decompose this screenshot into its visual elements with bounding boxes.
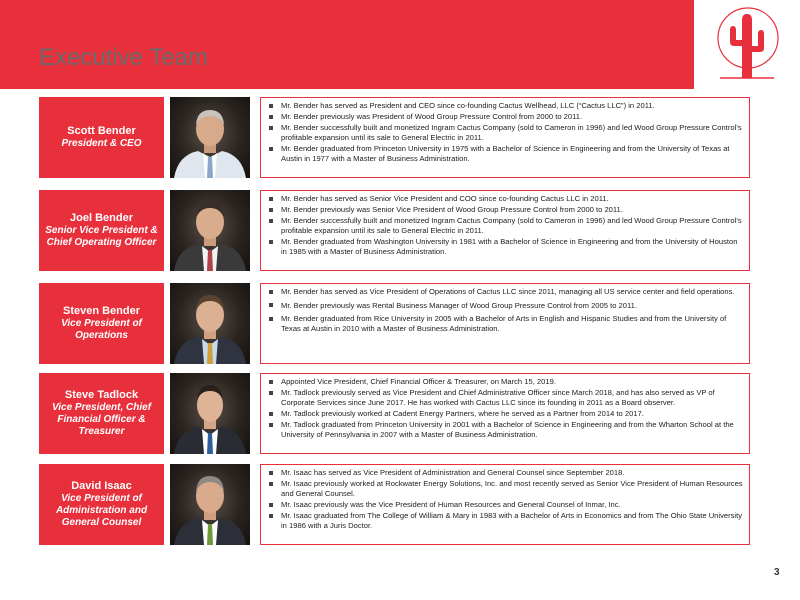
bio-bullet: Mr. Bender previously was Senior Vice President of Wood Group Pressure Control from 2000 to 2011. xyxy=(267,205,743,215)
bio-bullet: Mr. Isaac previously worked at Rockwater Energy Solutions, Inc. and most recently served as Senior Vice President of Human Resources and General Counsel. xyxy=(267,479,743,498)
bio-bullet: Mr. Bender graduated from Rice University in 2005 with a Bachelor of Arts in English and Hispanic Studies and from the University of Texas at Austin in 2010 with a Master of Business Administration. xyxy=(267,314,743,333)
name-box xyxy=(39,373,164,454)
bio-box xyxy=(260,464,750,545)
executive-photo xyxy=(170,283,250,364)
bio-bullet: Mr. Tadlock graduated from Princeton University in 2001 with a Bachelor of Science in Engineering and from the Wharton School at the University of Pennsylvania in 2007 with a Master of Business Administration. xyxy=(267,420,743,439)
executive-name: Steven Bender xyxy=(62,305,141,317)
bio-bullet: Mr. Bender has served as Senior Vice President and COO since co-founding Cactus LLC in 2011. xyxy=(267,194,743,204)
executive-photo xyxy=(170,464,250,545)
executive-role: Vice President of Administration and General Counsel xyxy=(55,493,148,528)
bio-bullet: Mr. Tadlock previously worked at Cadent Energy Partners, where he served as a Partner from 2014 to 2017. xyxy=(267,409,743,419)
executive-name: Joel Bender xyxy=(70,212,133,224)
bio-bullet: Mr. Bender previously was President of Wood Group Pressure Control from 2000 to 2011. xyxy=(267,112,743,122)
executive-photo xyxy=(170,190,250,271)
bio-bullet: Mr. Bender graduated from Princeton University in 1975 with a Bachelor of Science in Engineering and from the University of Texas at Austin in 1977 with a Master of Business Administration. xyxy=(267,144,743,163)
executive-card xyxy=(0,283,800,369)
bio-bullet: Mr. Bender has served as President and CEO since co-founding Cactus Wellhead, LLC (“Cactus LLC”) in 2011. xyxy=(267,101,743,111)
executive-role: President & CEO xyxy=(61,138,142,149)
executive-card xyxy=(0,97,800,183)
executive-name: David Isaac xyxy=(71,480,132,492)
cactus-logo-icon xyxy=(712,4,782,84)
bio-box xyxy=(260,373,750,454)
executive-card xyxy=(0,464,800,550)
bio-box xyxy=(260,283,750,364)
executive-card xyxy=(0,373,800,459)
bio-bullet: Mr. Isaac graduated from The College of William & Mary in 1983 with a Bachelor of Arts in Economics and from The Ohio State University in 1986 with a Juris Doctor. xyxy=(267,511,743,530)
bio-bullet: Mr. Bender previously was Rental Business Manager of Wood Group Pressure Control from 2005 to 2011. xyxy=(267,301,743,311)
bio-bullet: Mr. Bender successfully built and monetized Ingram Cactus Company (sold to Cameron in 1996) and led Wood Group Pressure Control’s profitable expansion until its sale to General Electric in 2011. xyxy=(267,216,743,235)
bio-bullet: Mr. Bender graduated from Washington University in 1981 with a Bachelor of Science in Engineering and from the University of Houston in 1985 with a Master of Business Administration. xyxy=(267,237,743,256)
page-number: 3 xyxy=(774,567,780,578)
bio-bullet: Mr. Isaac has served as Vice President of Administration and General Counsel since September 2018. xyxy=(267,468,743,478)
executive-name: Steve Tadlock xyxy=(64,389,139,401)
bio-bullet: Mr. Tadlock previously served as Vice President and Chief Administrative Officer since March 2018, and has also served as VP of Corporate Services since June 2017. He has worked with Cactus LLC since its founding in 2011 as a Board observer. xyxy=(267,388,743,407)
executive-role: Vice President of Operations xyxy=(61,318,142,341)
executive-card xyxy=(0,190,800,276)
executive-name: Scott Bender xyxy=(67,125,136,137)
name-box xyxy=(39,190,164,271)
executive-photo xyxy=(170,373,250,454)
executive-photo xyxy=(170,97,250,178)
bio-bullet: Mr. Bender successfully built and monetized Ingram Cactus Company (sold to Cameron in 1996) and led Wood Group Pressure Control’s profitable expansion until its sale to General Electric in 2011. xyxy=(267,123,743,142)
executive-role: Senior Vice President & Chief Operating Officer xyxy=(45,225,158,248)
bio-box xyxy=(260,97,750,178)
page-title: Executive Team xyxy=(39,44,208,71)
bio-bullet: Mr. Bender has served as Vice President of Operations of Cactus LLC since 2011, managing all US service center and field operations. xyxy=(267,287,743,297)
name-box xyxy=(39,283,164,364)
name-box xyxy=(39,464,164,545)
bio-bullet: Appointed Vice President, Chief Financial Officer & Treasurer, on March 15, 2019. xyxy=(267,377,743,387)
executive-role: Vice President, Chief Financial Officer & Treasurer xyxy=(51,402,152,437)
bio-bullet: Mr. Isaac previously was the Vice President of Human Resources and General Counsel of Inmar, Inc. xyxy=(267,500,743,510)
name-box xyxy=(39,97,164,178)
bio-box xyxy=(260,190,750,271)
logo xyxy=(694,0,800,89)
